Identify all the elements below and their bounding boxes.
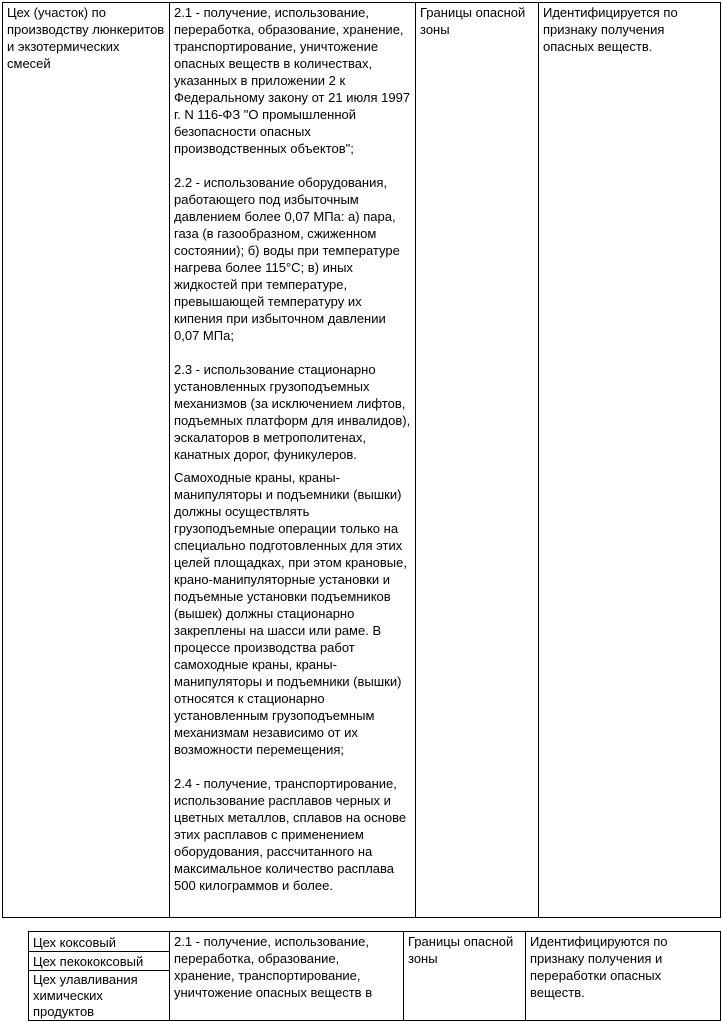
criterion-2-2: 2.2 - использование оборудования, работающего под избыточным давлением более 0,07 МПа: а) пара, газа (в газообразном, сжиженном состоянии); б) воды при температуре нагрева более 115°С; в) иных жидкостей при температуре, превышающей температуру их кипения при избыточном давлении 0,07 МПа; xyxy=(174,175,400,343)
facility-list-cell xyxy=(29,932,170,1021)
criterion-2-1: 2.1 - получение, использование, переработка, образование, хранение, транспортирование, уничтожение опасных веществ в xyxy=(174,934,373,1000)
criterion-note-cranes: Самоходные краны, краны-манипуляторы и подъемники (вышки) должны осуществлять грузоподъемные операции только на специально подготовленных для этих целей площадках, при этом крановые, крано-манипуляторные установки и подъемные установки подъемников (вышек) должны стационарно закреплены на шасси или раме. В процессе производства работ самоходные краны, краны-манипуляторы и подъемники (вышки) относятся к стационарно установленным грузоподъемным механизмам независимо от их возможности перемещения; xyxy=(174,470,407,757)
zone-boundary: Границы опасной зоны xyxy=(408,934,514,966)
zone-cell xyxy=(404,932,526,1021)
hazard-table-lower xyxy=(28,931,721,1021)
facility-coke: Цех коксовый xyxy=(29,932,169,952)
criterion-2-3: 2.3 - использование стационарно установленных грузоподъемных механизмов (за исключением лифтов, подъемных платформ для инвалидов), эскалаторов в метрополитенах, канатных дорог, фуникулеров. xyxy=(174,362,411,462)
criterion-2-1: 2.1 - получение, использование, переработка, образование, хранение, транспортирование, уничтожение опасных веществ в количествах, указанных в приложении 2 к Федеральному закону от 21 июля 1997 г. N 116-ФЗ "О промышленной безопасности опасных производственных объектов"; xyxy=(174,5,411,156)
identification-text: Идентифицируются по признаку получения и переработки опасных веществ. xyxy=(530,934,668,1000)
facility-chemical-recovery: Цех улавливания химических продуктов xyxy=(33,972,138,1019)
table-row xyxy=(29,932,721,1021)
identification-cell xyxy=(526,932,721,1021)
criteria-cell xyxy=(170,3,416,918)
table-row xyxy=(3,3,721,918)
facility-name-cell xyxy=(3,3,170,918)
identification-text: Идентифицируется по признаку получения опасных веществ. xyxy=(543,5,678,54)
criteria-cell xyxy=(170,932,404,1021)
hazard-table-upper xyxy=(2,2,721,918)
facility-name: Цех (участок) по производству люнкеритов и экзотермических смесей xyxy=(7,5,165,71)
zone-cell xyxy=(416,3,539,918)
identification-cell xyxy=(539,3,721,918)
criterion-2-4: 2.4 - получение, транспортирование, использование расплавов черных и цветных металлов, сплавов на основе этих расплавов с применением оборудования, рассчитанного на максимальное количество расплава 500 килограммов и более. xyxy=(174,776,407,893)
facility-pitch-coke: Цех пекококсовый xyxy=(29,952,169,971)
zone-boundary: Границы опасной зоны xyxy=(420,5,526,37)
